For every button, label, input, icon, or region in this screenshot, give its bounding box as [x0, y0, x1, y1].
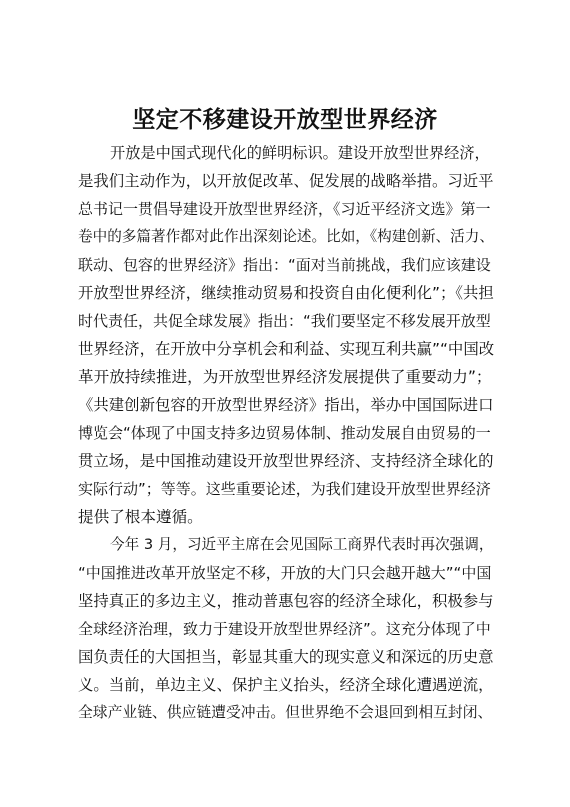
text-line: 义。当前，单边主义、保护主义抬头，经济全球化遭遇逆流，: [78, 676, 494, 694]
text-line: 开放是中国式现代化的鲜明标识。建设开放型世界经济，: [110, 144, 490, 162]
text-line: 时代责任，共促全球发展》指出：“我们要坚定不移发展开放型: [78, 312, 491, 330]
text-line: 贯立场，是中国推动建设开放型世界经济、支持经济全球化的: [78, 452, 494, 470]
text-line: 联动、包容的世界经济》指出：“面对当前挑战，我们应该建设: [78, 256, 491, 274]
text-line: 坚持真正的多边主义，推动普惠包容的经济全球化，积极参与: [78, 592, 494, 610]
text-line: 卷中的多篇著作都对此作出深刻论述。比如，《构建创新、活力、: [78, 228, 494, 245]
text-line: 实际行动”；等等。这些重要论述，为我们建设开放型世界经济: [78, 480, 491, 498]
text-line: 革开放持续推进，为开放型世界经济发展提供了重要动力”；: [78, 368, 492, 386]
text-line: 全球产业链、供应链遭受冲击。但世界绝不会退回到相互封闭、: [78, 704, 493, 721]
text-line: 开放型世界经济，继续推动贸易和投资自由化便利化”；《共担: [78, 284, 494, 302]
text-line: 今年 3 月，习近平主席在会见国际工商界代表时再次强调，: [110, 536, 494, 553]
text-line: 世界经济，在开放中分享机会和利益、实现互利共赢”“中国改: [78, 340, 495, 358]
text-line: 国负责任的大国担当，彰显其重大的现实意义和深远的历史意: [78, 648, 494, 666]
text-line: 是我们主动作为，以开放促改革、促发展的战略举措。习近平: [78, 172, 494, 190]
document-title: 坚定不移建设开放型世界经济: [132, 107, 438, 133]
text-line: 《共建创新包容的开放型世界经济》指出，举办中国国际进口: [78, 396, 494, 414]
text-line: “中国推进改革开放坚定不移，开放的大门只会越开越大”“中国: [78, 564, 492, 582]
text-line: 总书记一贯倡导建设开放型世界经济，《习近平经济文选》第一: [78, 200, 491, 218]
text-line: 博览会“体现了中国支持多边贸易体制、推动发展自由贸易的一: [78, 424, 491, 442]
text-line: 提供了根本遵循。: [78, 508, 203, 526]
text-line: 全球经济治理，致力于建设开放型世界经济”。这充分体现了中: [78, 620, 491, 638]
